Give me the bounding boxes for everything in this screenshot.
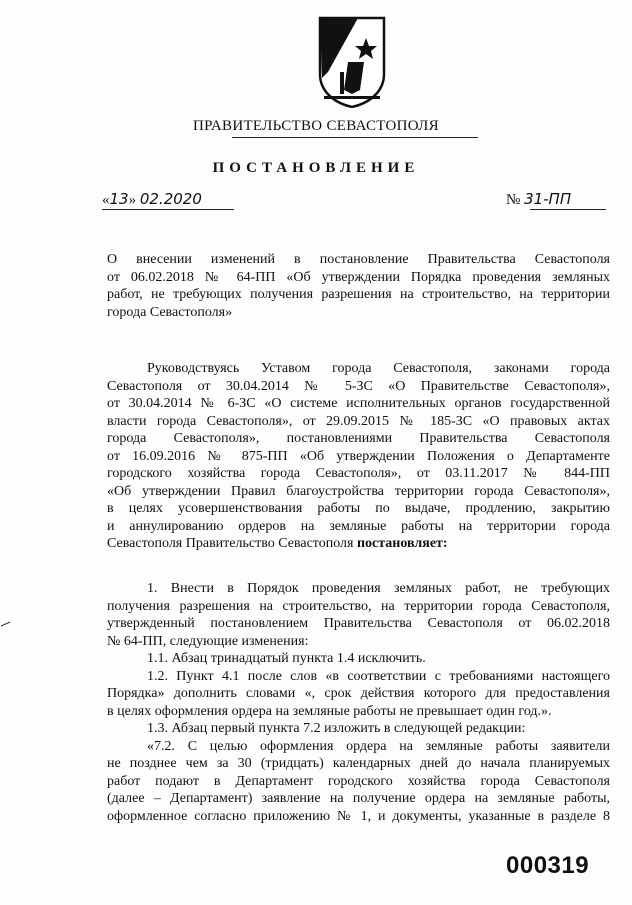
body-line: не позднее чем за 30 (тридцать) календарных дней до начала планируемых (107, 756, 610, 771)
date-underline (102, 209, 234, 210)
date-day: 13 (109, 190, 129, 208)
preamble-line: городского хозяйства города Севастополя», от 03.11.2017 № 844-ПП (107, 466, 610, 481)
preamble-line: и аннулированию ордеров на земляные работы на территории города (107, 518, 610, 534)
government-name: ПРАВИТЕЛЬСТВО СЕВАСТОПОЛЯ (193, 118, 439, 134)
date-open-quote: « (102, 192, 110, 208)
decree-number (506, 190, 606, 210)
number-underline (530, 209, 606, 210)
date-month-year: 02.2020 (139, 190, 202, 208)
number-sign: № (506, 192, 521, 208)
body-line: утвержденный постановлением Правительства Севастополя от 06.02.2018 (107, 616, 610, 631)
title-line: О внесении изменений в постановление Правительства Севастополя (107, 252, 610, 267)
body-line: в целях оформления ордера на земляные работы не превышает один год.». (107, 703, 552, 719)
number-value: 31-ПП (524, 190, 572, 208)
preamble-line: Севастополя от 30.04.2014 № 5-ЗС «О Правительстве Севастополя», (107, 378, 610, 394)
decree-date (102, 190, 234, 210)
body-line: работ подают в Департамент городского хозяйства города Севастополя (107, 773, 610, 789)
date-close-quote: » (128, 192, 137, 208)
preamble-line: в целях усовершенствования работы по выдаче, продлению, закрытию (107, 501, 610, 516)
body-line: 1.2. Пункт 4.1 после слов «в соответствии с требованиями настоящего (147, 668, 610, 684)
body-line: (далее – Департамент) заявление на получение ордера на земляные работы, (107, 791, 610, 806)
margin-mark (0, 620, 12, 628)
preamble-last-line (107, 535, 610, 553)
preamble-line: Руководствуясь Уставом города Севастополя, законами города (147, 361, 610, 376)
body-line: № 64-ПП, следующие изменения: (107, 633, 309, 649)
title-line: работ, не требующих получения разрешения на строительство, на территории (107, 287, 610, 302)
preamble-line: от 16.09.2016 № 875-ПП «Об утверждении Положения о Департаменте (107, 448, 610, 464)
body-line: 1.1. Абзац тринадцатый пункта 1.4 исключить. (147, 651, 426, 666)
header-rule (232, 137, 478, 138)
body-line: 1. Внести в Порядок проведения земляных работ, не требующих (147, 581, 610, 596)
decree-title (107, 251, 610, 321)
body-line: «7.2. С целью оформления ордера на земляные работы заявители (147, 738, 610, 754)
decree-body (107, 580, 610, 825)
title-line: города Севастополя» (107, 304, 233, 320)
sevastopol-coat-of-arms (318, 16, 386, 108)
preamble-last-text: Севастополя Правительство Севастополя (107, 536, 357, 551)
preamble-line: власти города Севастополя», от 29.09.2015 № 185-ЗС «О правовых актах (107, 413, 610, 429)
body-line: Порядка» дополнить словами «, срок действия которого для предоставления (107, 686, 610, 701)
preamble-line: города Севастополя», постановлениями Правительства Севастополя (107, 431, 610, 446)
preamble-line: «Об утверждении Правил благоустройства территории города Севастополя», (107, 483, 610, 499)
preamble-line: от 30.04.2014 № 6-ЗС «О системе исполнительных органов государственной (107, 396, 610, 411)
body-line: получения разрешения на строительство, на территории города Севастополя, (107, 598, 610, 614)
page-serial-number: 000319 (506, 852, 590, 879)
document-type: ПОСТАНОВЛЕНИЕ (212, 160, 420, 176)
body-line: оформленное согласно приложению № 1, и документы, указанные в разделе 8 (107, 808, 610, 824)
resolves-word: постановляет: (356, 536, 448, 551)
title-line: от 06.02.2018 № 64-ПП «Об утверждении Порядка проведения земляных (107, 269, 610, 285)
preamble (107, 360, 610, 553)
body-line: 1.3. Абзац первый пункта 7.2 изложить в следующей редакции: (147, 721, 526, 736)
